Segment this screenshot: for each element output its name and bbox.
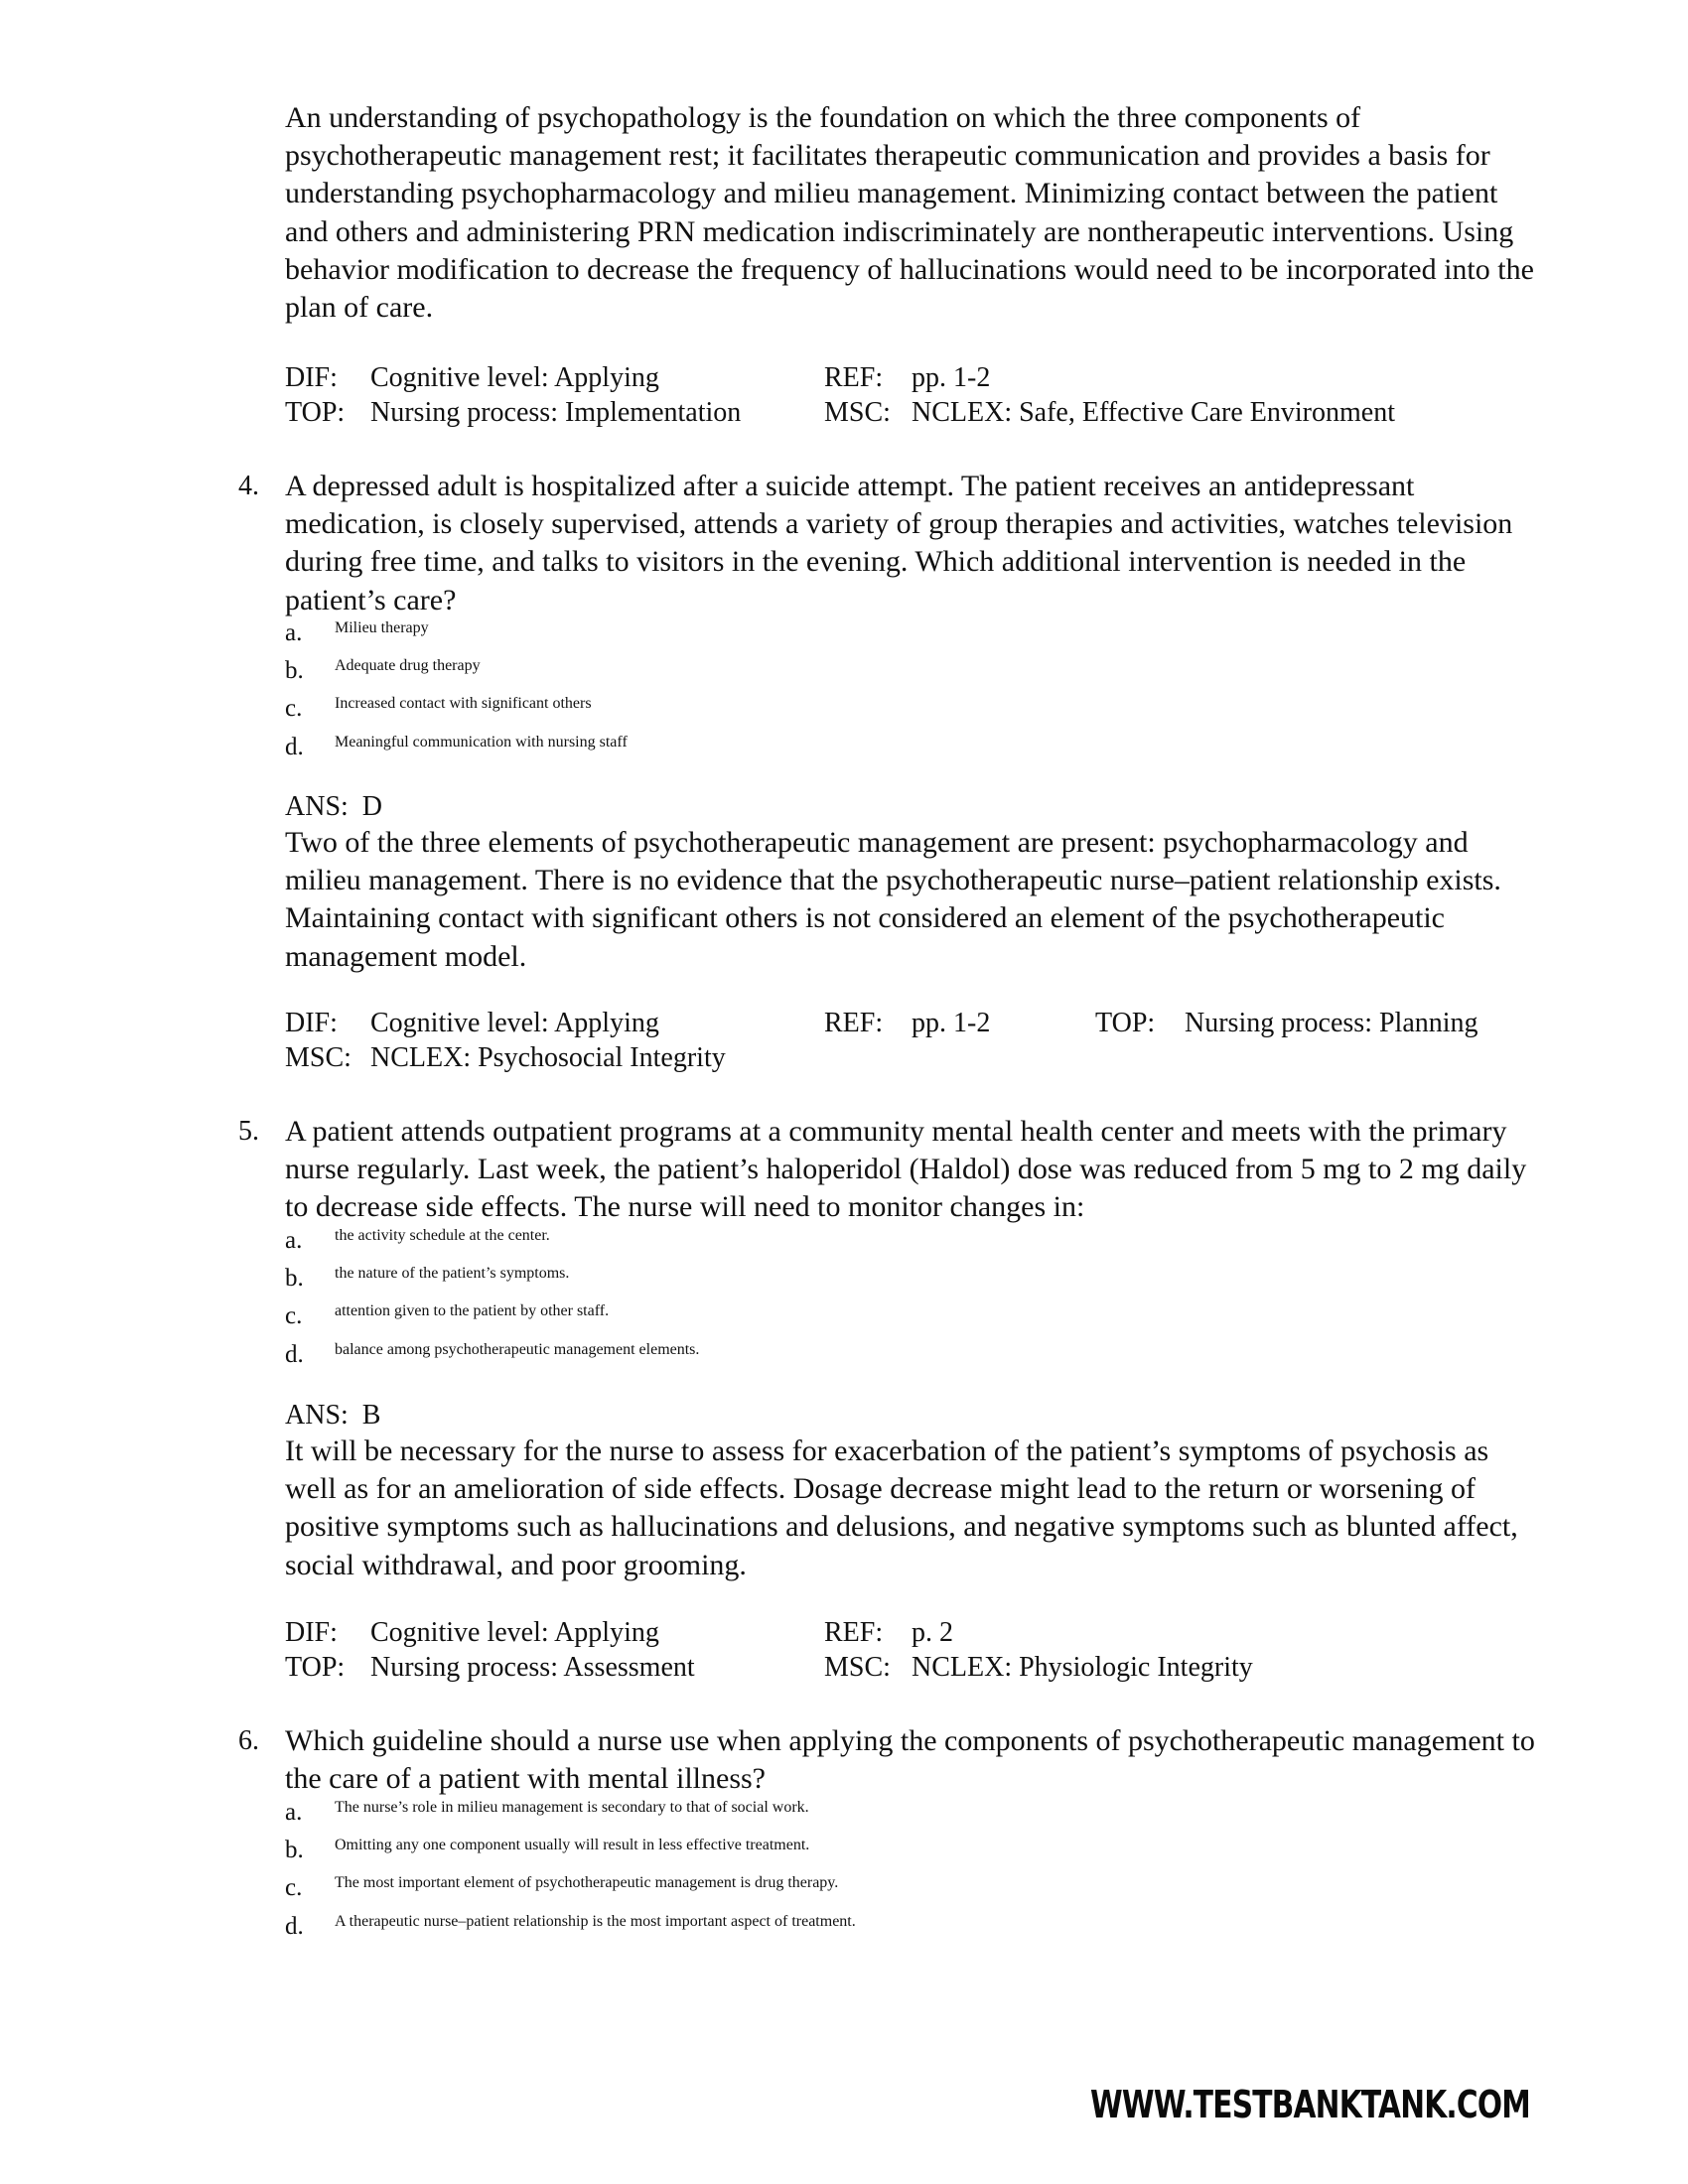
option-letter: d.: [285, 1340, 304, 1368]
ref-value: pp. 1-2: [912, 1008, 991, 1038]
rationale-q5: It will be necessary for the nurse to assess for exacerbation of the patient’s symptoms of psychosis as well as for an amelioration of side effects. Dosage decrease might lead to the return or worsening of positive symptoms such as hallucinations and delusions, and negative symptoms such as blunted affect, social withdrawal, and poor grooming.: [285, 1434, 1518, 1581]
option-letter: a.: [285, 1799, 303, 1826]
option-text: Milieu therapy: [335, 619, 429, 636]
option-text: the nature of the patient’s symptoms.: [335, 1265, 570, 1283]
option-d: [285, 734, 1526, 771]
option-c: [285, 695, 1526, 733]
option-letter: b.: [285, 1265, 304, 1293]
ref-label: REF:: [824, 1617, 884, 1648]
top-value: Nursing process: Planning: [1185, 1008, 1478, 1038]
answer-label: ANS:: [285, 791, 349, 822]
top-value: Nursing process: Assessment: [370, 1652, 695, 1683]
msc-label: MSC:: [824, 1652, 891, 1683]
option-text: attention given to the patient by other staff.: [335, 1302, 610, 1320]
option-letter: c.: [285, 1302, 303, 1330]
answer-q4: [285, 789, 382, 824]
watermark-link[interactable]: WWW.TESTBANKTANK.COM: [1090, 2083, 1531, 2126]
option-letter: a.: [285, 1227, 303, 1254]
ref-value: pp. 1-2: [912, 362, 991, 393]
dif-label: DIF:: [285, 362, 338, 393]
question-stem: A depressed adult is hospitalized after a suicide attempt. The patient receives an antidepressant medication, is closely supervised, attends a variety of group therapies and activities, watches television during free time, and talks to visitors in the evening. Which additional intervention is needed in the patient’s care?: [285, 470, 1513, 616]
msc-value: NCLEX: Safe, Effective Care Environment: [912, 397, 1395, 428]
ref-label: REF:: [824, 362, 884, 393]
dif-value: Cognitive level: Applying: [370, 362, 659, 393]
question-number: 4.: [238, 471, 259, 501]
top-value: Nursing process: Implementation: [370, 397, 742, 428]
option-d: [285, 1341, 1526, 1379]
question-number: 5.: [238, 1116, 259, 1147]
option-letter: a.: [285, 619, 303, 646]
option-b: [285, 1837, 1526, 1874]
option-text: Adequate drug therapy: [335, 657, 481, 675]
top-label: TOP:: [285, 397, 346, 428]
answer-value: D: [361, 791, 383, 822]
ref-label: REF:: [824, 1008, 884, 1038]
option-a: [285, 1227, 1526, 1265]
option-letter: b.: [285, 657, 304, 685]
option-b: [285, 657, 1526, 695]
dif-label: DIF:: [285, 1617, 338, 1648]
answer-q5: [285, 1398, 380, 1433]
options-q5: [285, 1227, 1526, 1379]
option-text: The most important element of psychotherapeutic management is drug therapy.: [335, 1874, 839, 1892]
option-letter: d.: [285, 733, 304, 760]
option-letter: d.: [285, 1912, 304, 1940]
option-text: Omitting any one component usually will result in less effective treatment.: [335, 1837, 810, 1854]
rationale-q4: Two of the three elements of psychotherapeutic management are present: psychopharmacology and milieu management. There is no evidence that the psychotherapeutic nurse–patient relationship exists. Maintaining contact with significant others is not considered an element of the psychotherapeutic management model.: [285, 826, 1501, 973]
option-letter: c.: [285, 695, 303, 723]
dif-value: Cognitive level: Applying: [370, 1617, 659, 1648]
msc-value: NCLEX: Psychosocial Integrity: [370, 1042, 726, 1073]
msc-label: MSC:: [285, 1042, 352, 1073]
option-c: [285, 1302, 1526, 1340]
metadata-q3: [285, 360, 1576, 430]
dif-label: DIF:: [285, 1008, 338, 1038]
option-text: the activity schedule at the center.: [335, 1227, 550, 1244]
question-number: 6.: [238, 1725, 259, 1756]
option-a: [285, 1799, 1526, 1837]
metadata-q5: [285, 1615, 1576, 1685]
option-c: [285, 1874, 1526, 1912]
option-b: [285, 1265, 1526, 1302]
option-text: The nurse’s role in milieu management is secondary to that of social work.: [335, 1799, 809, 1816]
top-label: TOP:: [1095, 1008, 1156, 1038]
option-text: balance among psychotherapeutic management elements.: [335, 1340, 700, 1358]
option-text: A therapeutic nurse–patient relationship is the most important aspect of treatment.: [335, 1912, 856, 1930]
msc-value: NCLEX: Physiologic Integrity: [912, 1652, 1253, 1683]
option-text: Meaningful communication with nursing staff: [335, 733, 628, 751]
msc-label: MSC:: [824, 397, 891, 428]
options-q6: [285, 1799, 1526, 1951]
options-q4: [285, 619, 1526, 771]
dif-value: Cognitive level: Applying: [370, 1008, 659, 1038]
answer-label: ANS:: [285, 1400, 349, 1431]
question-stem: A patient attends outpatient programs at a community mental health center and meets with the primary nurse regularly. Last week, the patient’s haloperidol (Haldol) dose was reduced from 5 mg to 2 mg daily to decrease side effects. The nurse will need to monitor changes in:: [285, 1115, 1527, 1224]
question-stem: Which guideline should a nurse use when applying the components of psychotherapeutic management to the care of a patient with mental illness?: [285, 1724, 1535, 1796]
ref-value: p. 2: [912, 1617, 953, 1648]
answer-value: B: [361, 1400, 381, 1431]
rationale-q3: An understanding of psychopathology is the foundation on which the three components of psychotherapeutic management rest; it facilitates therapeutic communication and provides a basis for understanding psychopharmacology and milieu management. Minimizing contact between the patient and others and administering PRN medication indiscriminately are nontherapeutic interventions. Using behavior modification to decrease the frequency of hallucinations would need to be incorporated into the plan of care.: [285, 101, 1534, 325]
option-d: [285, 1913, 1526, 1951]
option-letter: b.: [285, 1837, 304, 1864]
metadata-q4: [285, 1006, 1576, 1075]
top-label: TOP:: [285, 1652, 346, 1683]
option-a: [285, 619, 1526, 657]
option-text: Increased contact with significant others: [335, 695, 592, 713]
option-letter: c.: [285, 1874, 303, 1902]
